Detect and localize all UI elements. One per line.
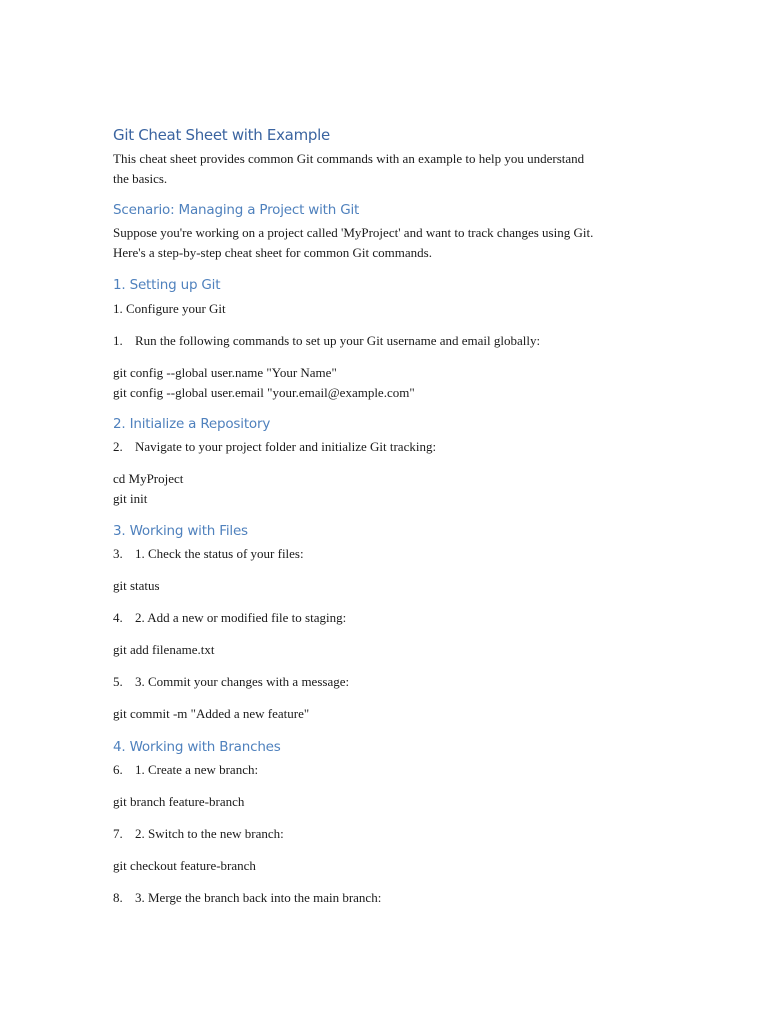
list-item	[113, 544, 673, 564]
scenario-heading: Scenario: Managing a Project with Git	[113, 202, 360, 218]
list-item	[113, 888, 673, 908]
code-line: cd MyProject	[113, 471, 184, 486]
scenario-line: Here's a step-by-step cheat sheet for common Git commands.	[113, 244, 432, 260]
code-line: git checkout feature-branch	[113, 858, 256, 873]
section-heading-setting-up-git: 1. Setting up Git	[113, 277, 221, 293]
code-block	[113, 469, 673, 508]
list-item-number: 1.	[113, 333, 123, 348]
intro-line: This cheat sheet provides common Git commands with an example to help you understand	[113, 151, 585, 166]
section-subheading: 1. Configure your Git	[113, 301, 226, 316]
list-item-number: 2.	[113, 439, 123, 454]
intro-line: the basics.	[113, 170, 168, 186]
code-line: git config --global user.email "your.email@example.com"	[113, 384, 415, 400]
intro-paragraph	[113, 149, 673, 188]
list-item-text: 1. Check the status of your files:	[135, 546, 304, 561]
code-line: git branch feature-branch	[113, 794, 245, 809]
section-heading-initialize-repository: 2. Initialize a Repository	[113, 416, 271, 432]
list-item-number: 5.	[113, 674, 123, 689]
list-item-text: 3. Merge the branch back into the main branch:	[135, 890, 382, 905]
list-item-text: 2. Add a new or modified file to staging:	[135, 610, 347, 625]
list-item-number: 8.	[113, 890, 123, 905]
list-item	[113, 331, 673, 351]
list-item-text: 3. Commit your changes with a message:	[135, 674, 350, 689]
list-item-text: Run the following commands to set up your Git username and email globally:	[135, 333, 541, 348]
list-item-number: 4.	[113, 610, 123, 625]
section-heading-working-with-files: 3. Working with Files	[113, 523, 248, 539]
list-item-text: 2. Switch to the new branch:	[135, 826, 284, 841]
list-item-text: Navigate to your project folder and initialize Git tracking:	[135, 439, 437, 454]
section-heading-working-with-branches: 4. Working with Branches	[113, 739, 281, 755]
code-line: git commit -m "Added a new feature"	[113, 706, 310, 721]
code-line: git add filename.txt	[113, 642, 215, 657]
list-item	[113, 437, 673, 457]
list-item	[113, 672, 673, 692]
list-item-number: 3.	[113, 546, 123, 561]
code-line: git init	[113, 490, 148, 506]
scenario-line: Suppose you're working on a project called 'MyProject' and want to track changes using Git.	[113, 225, 594, 240]
list-item-text: 1. Create a new branch:	[135, 762, 259, 777]
list-item-number: 7.	[113, 826, 123, 841]
code-line: git status	[113, 578, 160, 593]
code-block	[113, 363, 673, 402]
list-item	[113, 824, 673, 844]
list-item	[113, 608, 673, 628]
scenario-paragraph	[113, 223, 673, 262]
list-item	[113, 760, 673, 780]
page-title: Git Cheat Sheet with Example	[113, 126, 330, 144]
list-item-number: 6.	[113, 762, 123, 777]
code-line: git config --global user.name "Your Name"	[113, 365, 337, 380]
